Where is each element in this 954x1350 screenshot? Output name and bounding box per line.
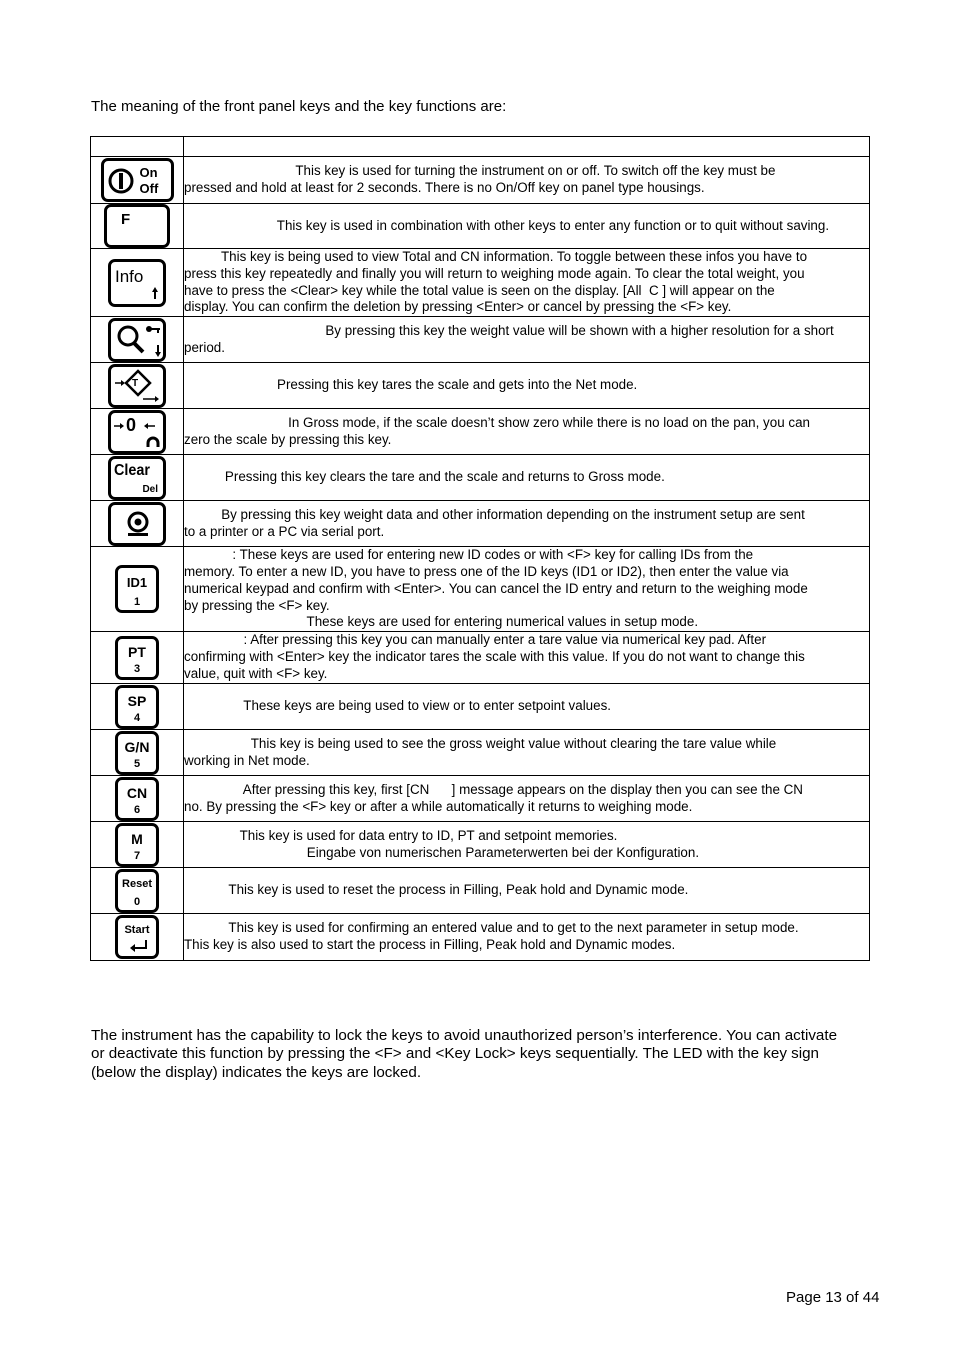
gn-key-icon	[115, 731, 159, 775]
key-description: Pressing this key tares the scale and gets into the Net mode.	[184, 363, 870, 409]
key-description: This key is being used to view Total and CN information. To toggle between these infos you have to press this key repeatedly and finally you will return to weighing mode again. To clear the total weight, you have to press the <Clear> key while the total value is seen on the display. [All C ] will appear on the display. You can confirm the deletion by pressing <Enter> or cancel by pressing the <F> key.	[184, 249, 870, 317]
info-key-icon	[108, 259, 166, 307]
reset-key-icon	[115, 869, 159, 913]
key-description: After pressing this key, first [CN ] message appears on the display then you can see the CN no. By pressing the <F> key or after a while automatically it returns to weighing mode.	[184, 776, 870, 822]
table-row	[91, 868, 870, 914]
key-cell	[91, 501, 184, 547]
magnifier-icon	[114, 323, 162, 359]
table-row	[91, 363, 870, 409]
key-cell	[91, 547, 184, 632]
sp-key-icon	[115, 685, 159, 729]
table-row	[91, 632, 870, 684]
table-row	[91, 455, 870, 501]
tare-key-icon	[108, 364, 166, 408]
enter-arrow-icon	[129, 939, 149, 953]
f-key-label: F	[121, 211, 131, 228]
start-key-icon	[115, 915, 159, 959]
tare-key-label: T	[132, 377, 139, 389]
zero-key-icon	[108, 410, 166, 454]
key-description: This key is used for data entry to ID, PT and setpoint memories. Eingabe von numerischen Parameterwerten bei der Konfiguration.	[184, 822, 870, 868]
on-off-key-icon	[101, 158, 174, 202]
pt-key-icon	[115, 636, 159, 680]
table-row	[91, 409, 870, 455]
cn-key-icon	[115, 777, 159, 821]
start-key-label: Start	[124, 924, 150, 937]
key-description: This key is used to reset the process in Filling, Peak hold and Dynamic mode.	[184, 868, 870, 914]
header-function-cell	[184, 137, 870, 157]
reset-key-number: 0	[133, 895, 141, 908]
gn-key-number: 5	[133, 757, 141, 770]
key-cell	[91, 363, 184, 409]
del-key-label: Del	[142, 483, 158, 495]
print-symbol-icon	[125, 510, 151, 538]
key-cell	[91, 455, 184, 501]
key-cell	[91, 914, 184, 961]
zero-key-label: 0	[126, 414, 137, 435]
off-label: Off	[139, 181, 159, 196]
key-cell	[91, 684, 184, 730]
key-description: This key is being used to see the gross weight value without clearing the tare value while working in Net mode.	[184, 730, 870, 776]
key-description: These keys are being used to view or to enter setpoint values.	[184, 684, 870, 730]
id1-key-number: 1	[133, 596, 141, 609]
key-description: : These keys are used for entering new ID codes or with <F> key for calling IDs from the memory. To enter a new ID, you have to press one of the ID keys (ID1 or ID2), then enter the value via numerical keypad and confirm with <Enter>. You can cancel the ID entry and return to the weighing mode by pressing the <F> key. These keys are used for entering numerical values in setup mode.	[184, 547, 870, 632]
key-cell	[91, 822, 184, 868]
key-cell	[91, 632, 184, 684]
key-cell	[91, 249, 184, 317]
m-key-label: M	[131, 830, 143, 847]
zero-arrows-icon	[113, 419, 163, 433]
reset-key-label: Reset	[122, 877, 152, 890]
intro-text: The meaning of the front panel keys and the key functions are:	[91, 98, 507, 115]
key-description: In Gross mode, if the scale doesn’t show zero while there is no load on the pan, you can zero the scale by pressing this key.	[184, 409, 870, 455]
cn-key-number: 6	[133, 803, 141, 816]
table-row	[91, 547, 870, 632]
print-key-icon	[108, 502, 166, 546]
zero-arc-icon	[146, 436, 160, 448]
m-key-number: 7	[133, 849, 141, 862]
id1-key-icon	[115, 565, 159, 613]
key-cell	[91, 157, 184, 204]
key-description: Pressing this key clears the tare and the scale and returns to Gross mode.	[184, 455, 870, 501]
key-cell	[91, 204, 184, 249]
key-cell	[91, 409, 184, 455]
key-description: This key is used in combination with other keys to enter any function or to quit without saving.	[184, 204, 870, 249]
table-row	[91, 684, 870, 730]
key-description: : After pressing this key you can manually enter a tare value via numerical key pad. After confirming with <Enter> key the indicator tares the scale with this value. If you do not want to change this value, quit with <F> key.	[184, 632, 870, 684]
cn-key-label: CN	[126, 784, 148, 801]
table-row	[91, 730, 870, 776]
table-row	[91, 157, 870, 204]
on-label: On	[139, 165, 158, 180]
m-key-icon	[115, 823, 159, 867]
table-row	[91, 501, 870, 547]
key-description: This key is used for confirming an entered value and to get to the next parameter in setup mode. This key is also used to start the process in Filling, Peak hold and Dynamic modes.	[184, 914, 870, 961]
key-cell	[91, 730, 184, 776]
key-description: By pressing this key the weight value will be shown with a higher resolution for a short period.	[184, 317, 870, 363]
table-row	[91, 249, 870, 317]
sp-key-number: 4	[133, 711, 141, 724]
power-icon	[107, 167, 135, 195]
key-description: This key is used for turning the instrument on or off. To switch off the key must be pressed and hold at least for 2 seconds. There is no On/Off key on panel type housings.	[184, 157, 870, 204]
f-key-icon	[104, 204, 170, 248]
clear-key-icon	[108, 456, 166, 500]
key-description: By pressing this key weight data and other information depending on the instrument setup are sent to a printer or a PC via serial port.	[184, 501, 870, 547]
pt-key-number: 3	[133, 662, 141, 675]
info-key-label: Info	[115, 266, 144, 286]
high-resolution-key-icon	[108, 318, 166, 362]
table-row	[91, 317, 870, 363]
table-row	[91, 914, 870, 961]
key-function-table	[90, 136, 870, 961]
key-cell	[91, 317, 184, 363]
table-row	[91, 822, 870, 868]
key-cell	[91, 868, 184, 914]
table-header-row	[91, 137, 870, 157]
pt-key-label: PT	[128, 643, 146, 660]
page-number: Page 13 of 44	[786, 1289, 880, 1306]
table-row	[91, 204, 870, 249]
sp-key-label: SP	[127, 692, 147, 709]
gn-key-label: G/N	[124, 738, 150, 755]
header-key-cell	[91, 137, 184, 157]
clear-key-label: Clear	[114, 461, 151, 479]
key-cell	[91, 776, 184, 822]
id1-key-label: ID1	[126, 575, 148, 591]
table-row	[91, 776, 870, 822]
key-lock-paragraph: The instrument has the capability to lock the keys to avoid unauthorized person’s interference. You can activate or deactivate this function by pressing the <F> and <Key Lock> keys sequentially. The LED with the key sign (below the display) indicates the keys are locked.	[91, 1027, 838, 1081]
arrow-up-icon	[151, 286, 159, 300]
